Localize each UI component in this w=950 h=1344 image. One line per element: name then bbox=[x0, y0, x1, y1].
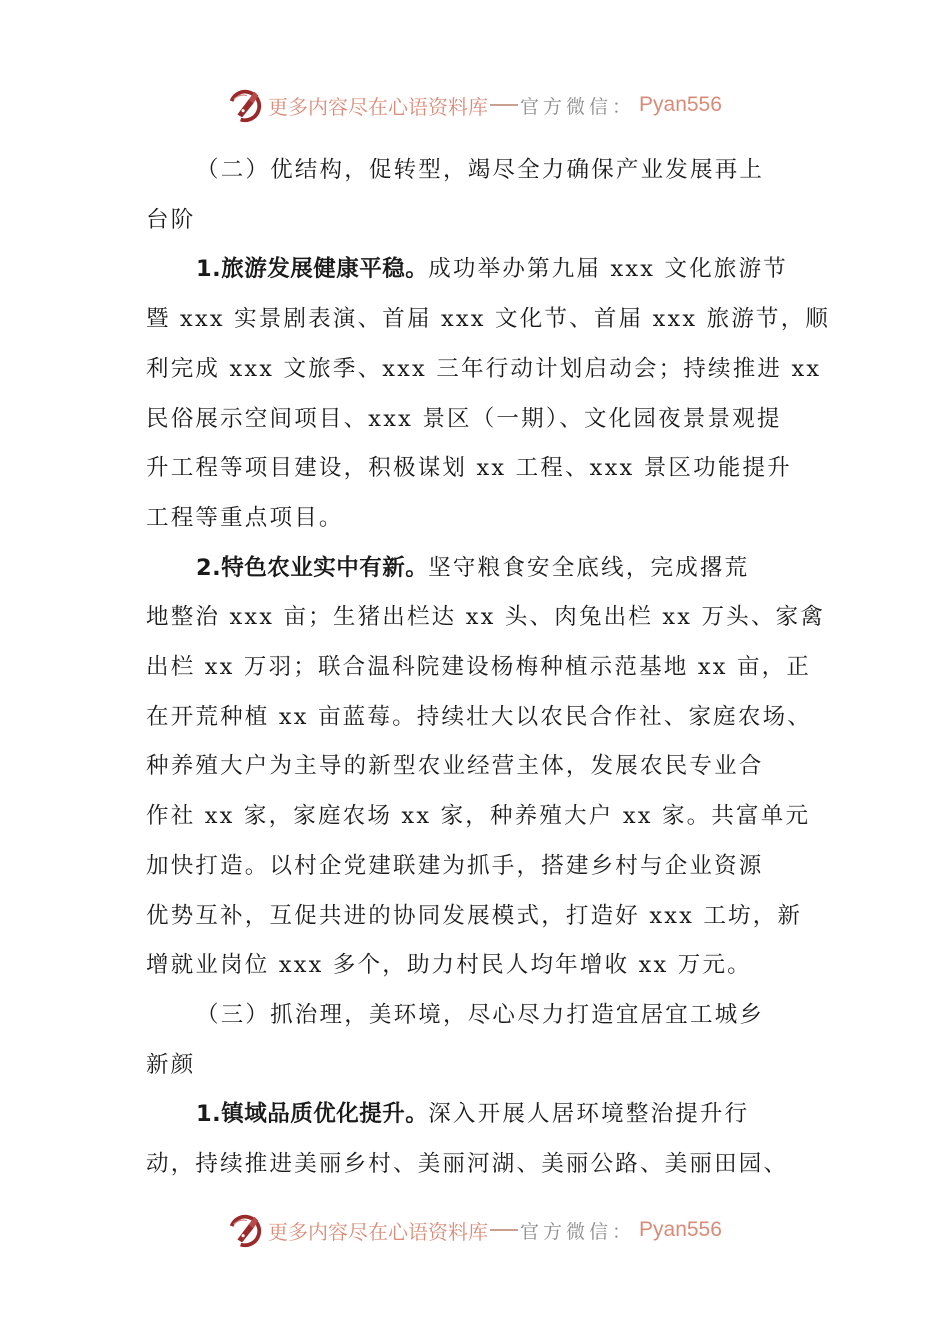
paragraph-text: 成功举办第九届 xxx 文化旅游节 bbox=[428, 256, 788, 283]
heading-line: （三）抓治理，美环境，尽心尽力打造宜居宜工城乡 bbox=[196, 1001, 765, 1028]
heading-line: 新颜 bbox=[146, 1051, 196, 1078]
watermark-separator bbox=[490, 104, 518, 106]
paragraph-text: 种养殖大户为主导的新型农业经营主体，发展农民专业合 bbox=[146, 753, 764, 780]
section-heading-2 bbox=[146, 146, 806, 245]
paragraph-lead-title: 1.旅游发展健康平稳。 bbox=[196, 256, 429, 283]
document-body bbox=[146, 146, 831, 1190]
watermark-wechat-id: Pyan556 bbox=[639, 1218, 722, 1241]
paragraph-text: 作社 xx 家，家庭农场 xx 家，种养殖大户 xx 家。共富单元 bbox=[146, 803, 811, 830]
pen-nib-logo-icon bbox=[226, 86, 264, 124]
watermark-brand-text: 更多内容尽在心语资料库 bbox=[268, 94, 488, 119]
paragraph-text: 地整治 xxx 亩；生猪出栏达 xx 头、肉兔出栏 xx 万头、家禽 bbox=[146, 604, 826, 631]
section-heading-3 bbox=[146, 991, 806, 1090]
paragraph-lead-title: 2.特色农业实中有新。 bbox=[196, 554, 429, 581]
watermark-official-label: 官方微信： bbox=[520, 95, 636, 118]
paragraph-text: 出栏 xx 万羽；联合温科院建设杨梅种植示范基地 xx 亩，正 bbox=[146, 654, 812, 681]
paragraph-text: 动，持续推进美丽乡村、美丽河湖、美丽公路、美丽田园、 bbox=[146, 1151, 789, 1178]
paragraph-text: 利完成 xxx 文旅季、xxx 三年行动计划启动会；持续推进 xx bbox=[146, 355, 822, 382]
paragraph-text: 深入开展人居环境整治提升行 bbox=[428, 1101, 750, 1128]
paragraph-text: 在开荒种植 xx 亩蓝莓。持续壮大以农民合作社、家庭农场、 bbox=[146, 703, 812, 730]
paragraph-text: 坚守粮食安全底线，完成撂荒 bbox=[428, 554, 750, 581]
watermark-brand-text: 更多内容尽在心语资料库 bbox=[268, 1219, 488, 1244]
header-watermark bbox=[226, 83, 722, 127]
paragraph-text: 暨 xxx 实景剧表演、首届 xxx 文化节、首届 xxx 旅游节，顺 bbox=[146, 306, 831, 333]
paragraph-town-quality bbox=[146, 1090, 806, 1189]
paragraph-text: 升工程等项目建设，积极谋划 xx 工程、xxx 景区功能提升 bbox=[146, 455, 792, 482]
heading-line: （二）优结构，促转型，竭尽全力确保产业发展再上 bbox=[196, 157, 765, 183]
watermark-official-label: 官方微信： bbox=[520, 1220, 636, 1243]
heading-line: 台阶 bbox=[146, 206, 196, 233]
paragraph-lead-title: 1.镇域品质优化提升。 bbox=[196, 1101, 429, 1128]
pen-nib-logo-icon bbox=[226, 1211, 264, 1249]
paragraph-tourism bbox=[146, 245, 831, 543]
footer-watermark bbox=[226, 1208, 722, 1252]
paragraph-text: 工程等重点项目。 bbox=[146, 504, 344, 531]
paragraph-text: 加快打造。以村企党建联建为抓手，搭建乡村与企业资源 bbox=[146, 852, 764, 879]
paragraph-text: 优势互补，互促共进的协同发展模式，打造好 xxx 工坊，新 bbox=[146, 902, 803, 929]
paragraph-text: 民俗展示空间项目、xxx 景区（一期）、文化园夜景景观提 bbox=[146, 405, 782, 432]
watermark-separator bbox=[490, 1229, 518, 1231]
paragraph-agriculture bbox=[146, 544, 826, 991]
watermark-wechat-id: Pyan556 bbox=[639, 93, 722, 116]
paragraph-text: 增就业岗位 xxx 多个，助力村民人均年增收 xx 万元。 bbox=[146, 952, 752, 979]
